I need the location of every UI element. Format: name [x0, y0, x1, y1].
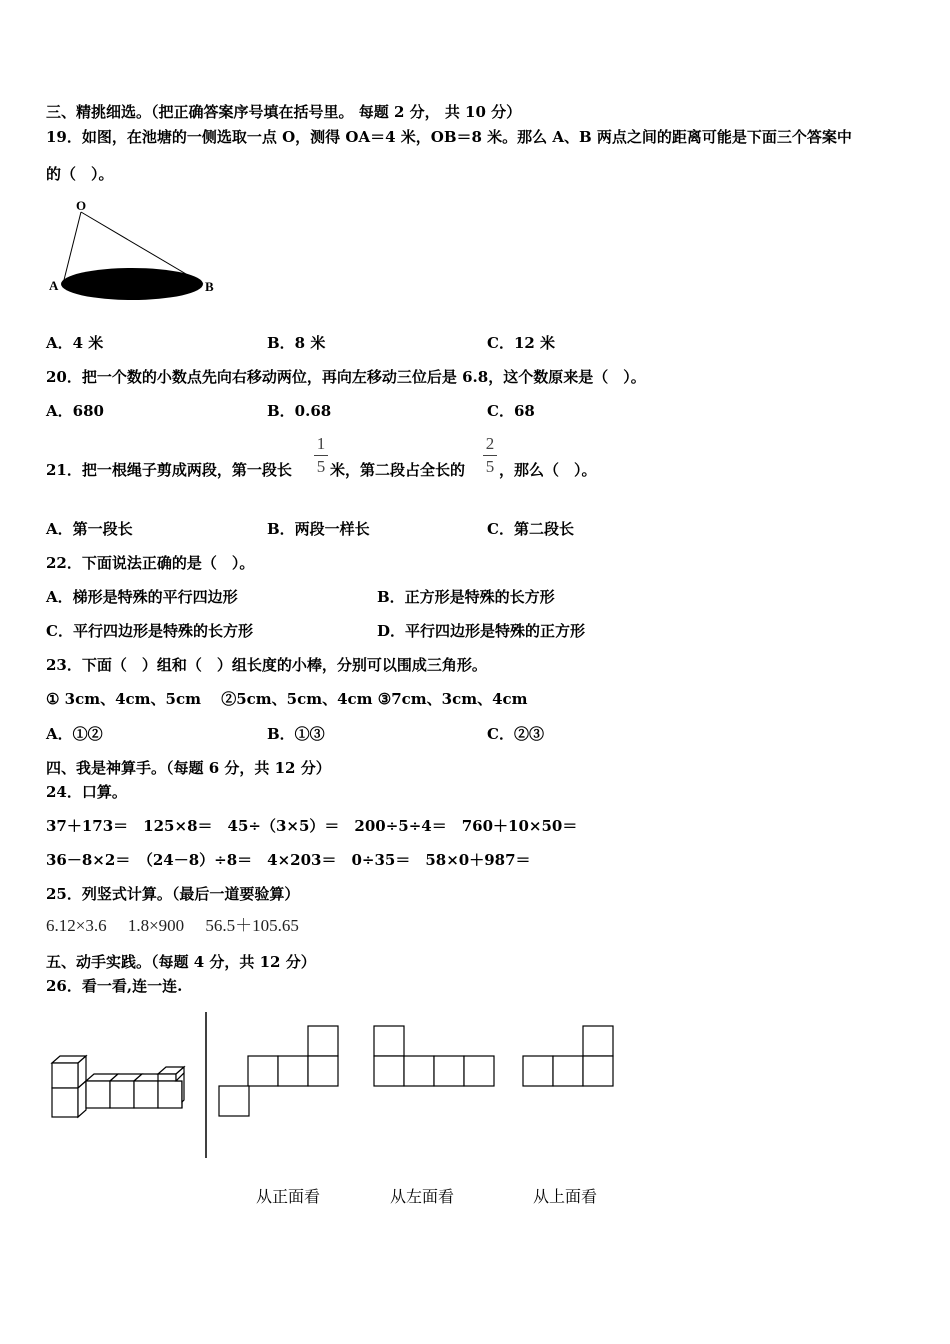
q22-option-c[interactable]: C．平行四边形是特殊的长方形: [46, 622, 253, 640]
q21-option-c[interactable]: C．第二段长: [487, 520, 574, 538]
q19-text-line1: 19．如图，在池塘的一侧选取一点 O，测得 OA＝4 米，OB＝8 米。那么 A、B 两点之间的距离可能是下面三个答案中: [46, 128, 852, 146]
q21-option-b[interactable]: B．两段一样长: [267, 520, 370, 538]
q21-fraction-2-numerator: 2: [485, 434, 495, 453]
q25-text: 25．列竖式计算。（最后一道要验算）: [46, 885, 300, 903]
segment-oa: [63, 212, 81, 284]
section-4-header: 四、我是神算手。（每题 6 分，共 12 分）: [46, 759, 331, 777]
q23-stick-groups: ① 3cm、4cm、5cm ②5cm、5cm、4cm ③7cm、3cm、4cm: [46, 690, 528, 708]
q21-fraction-2-denominator: 5: [485, 457, 495, 476]
section-3-header: 三、精挑细选。（把正确答案序号填在括号里。 每题 2 分， 共 10 分）: [46, 103, 522, 121]
q24-calc-row-2: 36－8×2＝ （24－8）÷8＝ 4×203＝ 0÷35＝ 58×0＋987＝: [46, 851, 531, 869]
cube-solid-figure: [48, 1050, 198, 1130]
q22-option-a[interactable]: A．梯形是特殊的平行四边形: [46, 588, 238, 606]
q21-text-part1: 21．把一根绳子剪成两段，第一段长: [46, 461, 292, 479]
point-o-label: O: [76, 198, 87, 213]
q22-option-d[interactable]: D．平行四边形是特殊的正方形: [377, 622, 586, 640]
q21-fraction-1: [314, 434, 328, 477]
section-5-header: 五、动手实践。（每题 4 分，共 12 分）: [46, 953, 316, 971]
q23-option-b[interactable]: B．①③: [267, 725, 325, 743]
q23-option-a[interactable]: A．①②: [46, 725, 103, 743]
point-b-label: B: [205, 279, 214, 294]
q21-fraction-1-denominator: 5: [316, 457, 326, 476]
q24-calc-row-1: 37＋173＝ 125×8＝ 45÷（3×5）＝ 200÷5÷4＝ 760＋10×50＝: [46, 817, 578, 835]
q24-text: 24．口算。: [46, 783, 127, 801]
pond-diagram: [46, 198, 226, 308]
q19-option-b[interactable]: B．8 米: [267, 334, 326, 352]
q22-text: 22．下面说法正确的是（ ）。: [46, 554, 255, 572]
view-shape-1: [218, 1025, 342, 1119]
q20-text: 20．把一个数的小数点先向右移动两位，再向左移动三位后是 6.8，这个数原来是（ ）。: [46, 368, 646, 386]
q19-text-line2: 的（ ）。: [46, 165, 114, 183]
caption-front-view: 从正面看: [256, 1187, 321, 1206]
q19-option-c[interactable]: C．12 米: [487, 334, 556, 352]
q21-text-part2: 米，第二段占全长的: [330, 461, 466, 479]
vertical-divider: [204, 1012, 208, 1158]
q25-expressions: 6.12×3.6 1.8×900 56.5＋105.65: [46, 916, 299, 935]
q21-text-part3: ，那么（ ）。: [499, 461, 597, 479]
q21-option-a[interactable]: A．第一段长: [46, 520, 133, 538]
q20-option-b[interactable]: B．0.68: [267, 402, 332, 420]
q23-text: 23．下面（ ）组和（ ）组长度的小棒，分别可以围成三角形。: [46, 656, 487, 674]
q20-option-c[interactable]: C．68: [487, 402, 535, 420]
q20-option-a[interactable]: A．680: [46, 402, 104, 420]
q19-option-a[interactable]: A．4 米: [46, 334, 104, 352]
caption-top-view: 从上面看: [533, 1187, 598, 1206]
point-a-label: A: [49, 278, 59, 293]
view-shape-3: [522, 1025, 618, 1089]
q21-fraction-1-numerator: 1: [316, 434, 326, 453]
q22-option-b[interactable]: B．正方形是特殊的长方形: [377, 588, 555, 606]
q26-text: 26．看一看,连一连.: [46, 977, 183, 995]
caption-left-view: 从左面看: [390, 1187, 455, 1206]
q21-fraction-2: [483, 434, 497, 477]
q23-option-c[interactable]: C．②③: [487, 725, 544, 743]
pond-ellipse: [61, 268, 203, 300]
view-shape-2: [373, 1025, 499, 1089]
